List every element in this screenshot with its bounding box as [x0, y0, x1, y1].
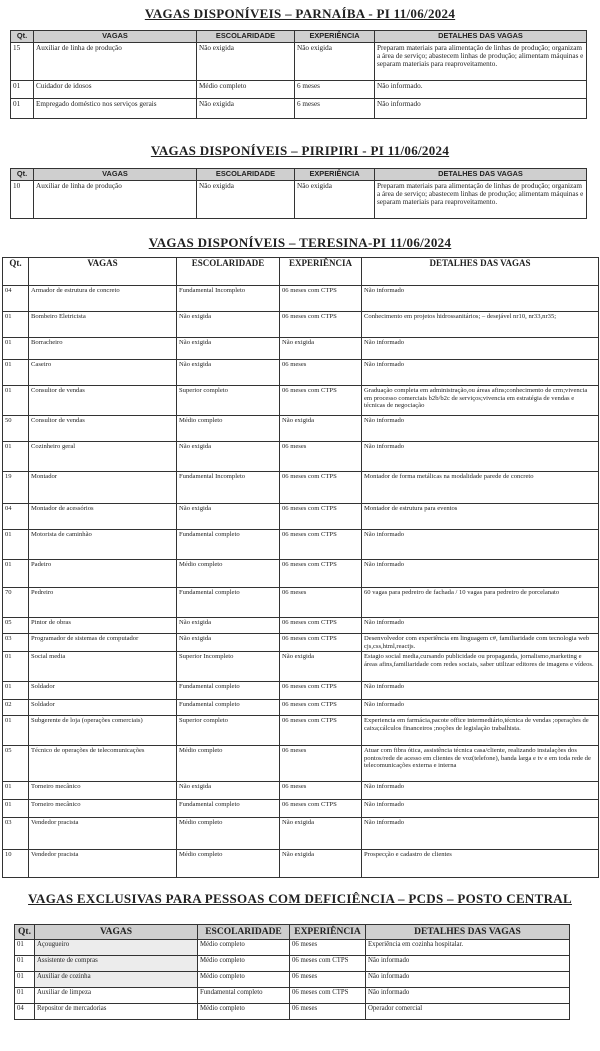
cell-vaga: Cozinheiro geral: [29, 442, 177, 472]
cell-qt: 70: [3, 588, 29, 618]
cell-qt: 01: [3, 338, 29, 360]
table-row: [3, 472, 599, 504]
cell-detalhes: Não informado: [362, 442, 599, 472]
table-row: [3, 530, 599, 560]
cell-escolaridade: Não exigida: [177, 634, 280, 652]
cell-experiencia: 06 meses com CTPS: [280, 618, 362, 634]
cell-vaga: Torneiro mecânico: [29, 800, 177, 818]
cell-escolaridade: Superior completo: [177, 716, 280, 746]
cell-escolaridade: Fundamental completo: [177, 588, 280, 618]
col-header-qt: Qt.: [11, 31, 34, 43]
cell-detalhes: Não informado: [366, 956, 570, 972]
cell-escolaridade: Médio completo: [177, 416, 280, 442]
cell-experiencia: Não exigida: [280, 338, 362, 360]
cell-vaga: Cuidador de idosos: [34, 81, 197, 99]
table-row: [3, 618, 599, 634]
cell-qt: 01: [3, 716, 29, 746]
section-title-parnaiba: VAGAS DISPONÍVEIS – PARNAÍBA - PI 11/06/2024: [144, 6, 456, 21]
cell-escolaridade: Não exigida: [177, 312, 280, 338]
cell-vaga: Vendedor pracista: [29, 850, 177, 878]
cell-detalhes: Não informado: [362, 560, 599, 588]
table-row: [11, 43, 587, 81]
cell-detalhes: Não informado: [362, 782, 599, 800]
cell-experiencia: 06 meses: [280, 746, 362, 782]
cell-qt: 01: [15, 956, 35, 972]
cell-vaga: Caseiro: [29, 360, 177, 386]
cell-vaga: Consultor de vendas: [29, 416, 177, 442]
table-pcd: [14, 924, 570, 1020]
table-header-row: [11, 31, 587, 43]
cell-detalhes: Estagio social media,cursando publicidade ou propaganda, jornalismo,marketing e áreas afins,familiaridade com redes sociais, saber utilizar editores de imagens e vídeos.: [362, 652, 599, 682]
cell-qt: 04: [3, 504, 29, 530]
cell-experiencia: 06 meses com CTPS: [280, 530, 362, 560]
cell-escolaridade: Superior completo: [177, 386, 280, 416]
cell-detalhes: Não informado: [362, 530, 599, 560]
cell-detalhes: Não informado: [362, 338, 599, 360]
cell-escolaridade: Fundamental completo: [177, 530, 280, 560]
cell-qt: 05: [3, 746, 29, 782]
table-row: [3, 800, 599, 818]
cell-experiencia: 06 meses: [280, 782, 362, 800]
cell-qt: 19: [3, 472, 29, 504]
cell-qt: 01: [15, 940, 35, 956]
col-header-escolaridade: ESCOLARIDADE: [198, 925, 290, 940]
cell-escolaridade: Não exigida: [177, 360, 280, 386]
cell-detalhes: 60 vagas para pedreiro de fachada / 10 vagas para pedreiro de porcelanato: [362, 588, 599, 618]
cell-vaga: Vendedor pracista: [29, 818, 177, 850]
cell-escolaridade: Médio completo: [177, 850, 280, 878]
cell-detalhes: Não informado: [375, 99, 587, 119]
col-header-escolaridade: ESCOLARIDADE: [177, 258, 280, 286]
cell-detalhes: Não informado: [362, 618, 599, 634]
cell-experiencia: 06 meses: [280, 360, 362, 386]
cell-vaga: Pintor de obras: [29, 618, 177, 634]
cell-qt: 05: [3, 618, 29, 634]
cell-escolaridade: Não exigida: [177, 618, 280, 634]
cell-qt: 01: [15, 972, 35, 988]
table-row: [3, 652, 599, 682]
cell-detalhes: Preparam materiais para alimentação de linhas de produção; organizam a área de serviço; abastecem linhas de produção; alimentam máquinas e separam materiais para reaproveitamento.: [375, 43, 587, 81]
section-title-piripiri: VAGAS DISPONÍVEIS – PIRIPIRI - PI 11/06/2024: [150, 143, 450, 158]
cell-qt: 01: [3, 530, 29, 560]
table-row: [15, 1004, 570, 1020]
table-row: [3, 560, 599, 588]
cell-escolaridade: Não exigida: [197, 99, 295, 119]
cell-qt: 01: [11, 99, 34, 119]
cell-experiencia: 06 meses com CTPS: [280, 312, 362, 338]
cell-vaga: Assistente de compras: [35, 956, 198, 972]
cell-experiencia: 6 meses: [295, 81, 375, 99]
cell-experiencia: Não exigida: [280, 652, 362, 682]
cell-vaga: Repositor de mercadorias: [35, 1004, 198, 1020]
cell-detalhes: Operador comercial: [366, 1004, 570, 1020]
table-row: [3, 716, 599, 746]
col-header-detalhes: DETALHES DAS VAGAS: [375, 169, 587, 181]
col-header-detalhes: DETALHES DAS VAGAS: [362, 258, 599, 286]
cell-escolaridade: Médio completo: [198, 956, 290, 972]
cell-escolaridade: Fundamental Incompleto: [177, 286, 280, 312]
col-header-escolaridade: ESCOLARIDADE: [197, 31, 295, 43]
cell-detalhes: Desenvolvedor com experiência em linguagem c#, familiaridade com tecnologia web cjs,css,html,reactjs.: [362, 634, 599, 652]
cell-escolaridade: Não exigida: [197, 43, 295, 81]
cell-escolaridade: Superior Incompleto: [177, 652, 280, 682]
cell-vaga: Montador de acessórios: [29, 504, 177, 530]
cell-vaga: Soldador: [29, 700, 177, 716]
table-row: [15, 956, 570, 972]
cell-qt: 04: [3, 286, 29, 312]
cell-vaga: Montador: [29, 472, 177, 504]
cell-experiencia: 06 meses: [290, 972, 366, 988]
cell-detalhes: Não informado: [362, 360, 599, 386]
cell-qt: 01: [3, 682, 29, 700]
col-header-escolaridade: ESCOLARIDADE: [197, 169, 295, 181]
cell-qt: 01: [3, 652, 29, 682]
cell-vaga: Social media: [29, 652, 177, 682]
table-row: [3, 386, 599, 416]
cell-qt: 01: [3, 782, 29, 800]
cell-experiencia: 06 meses: [290, 1004, 366, 1020]
table-row: [3, 700, 599, 716]
table-piripiri: [10, 168, 587, 219]
cell-experiencia: 06 meses com CTPS: [290, 988, 366, 1004]
cell-detalhes: Montador de forma metálicas na modalidade parede de concreto: [362, 472, 599, 504]
cell-detalhes: Experiência em cozinha hospitalar.: [366, 940, 570, 956]
cell-qt: 01: [11, 81, 34, 99]
cell-experiencia: 06 meses com CTPS: [280, 800, 362, 818]
col-header-qt: Qt.: [15, 925, 35, 940]
cell-detalhes: Não informado: [362, 682, 599, 700]
col-header-qt: Qt.: [11, 169, 34, 181]
cell-experiencia: Não exigida: [280, 416, 362, 442]
cell-experiencia: 06 meses: [280, 588, 362, 618]
table-row: [3, 850, 599, 878]
cell-experiencia: 06 meses com CTPS: [280, 634, 362, 652]
cell-detalhes: Conhecimento em projetos hidrossanitários; – desejável nr10, nr33,nr35;: [362, 312, 599, 338]
cell-experiencia: Não exigida: [295, 181, 375, 219]
cell-detalhes: Atuar com fibra ótica, assistência técnica casa/cliente, realizando instalações dos pontos/rede de acesso em clientes de voz(telefone), banda larga e tv e em toda rede de telecomunicações externa e interna: [362, 746, 599, 782]
col-header-qt: Qt.: [3, 258, 29, 286]
cell-experiencia: 06 meses com CTPS: [290, 956, 366, 972]
cell-qt: 01: [3, 800, 29, 818]
cell-detalhes: Prospecção e cadastro de clientes: [362, 850, 599, 878]
cell-qt: 01: [3, 442, 29, 472]
cell-detalhes: Preparam materiais para alimentação de linhas de produção; organizam a área de serviço; abastecem linhas de produção; alimentam máquinas e separam materiais para reaproveitamento.: [375, 181, 587, 219]
cell-vaga: Auxiliar de linha de produção: [34, 43, 197, 81]
table-row: [3, 312, 599, 338]
table-row: [3, 338, 599, 360]
cell-detalhes: Graduação completa em administração,ou áreas afins;conhecimento de crm;vivencia em processo comerciais b2b/b2c de serviços;vivencia em estratégia de vendas e técnicas de negociação: [362, 386, 599, 416]
cell-detalhes: Não informado: [366, 988, 570, 1004]
col-header-vagas: VAGAS: [34, 169, 197, 181]
cell-escolaridade: Fundamental completo: [177, 700, 280, 716]
table-parnaiba: [10, 30, 587, 119]
cell-vaga: Empregado doméstico nos serviços gerais: [34, 99, 197, 119]
cell-vaga: Bombeiro Eletricista: [29, 312, 177, 338]
cell-escolaridade: Médio completo: [177, 560, 280, 588]
table-row: [3, 588, 599, 618]
cell-qt: 50: [3, 416, 29, 442]
cell-experiencia: 06 meses com CTPS: [280, 286, 362, 312]
table-row: [3, 442, 599, 472]
col-header-vagas: VAGAS: [34, 31, 197, 43]
cell-vaga: Subgerente de loja (operações comerciais): [29, 716, 177, 746]
table-row: [15, 972, 570, 988]
cell-experiencia: 06 meses com CTPS: [280, 700, 362, 716]
cell-experiencia: 06 meses com CTPS: [280, 560, 362, 588]
table-row: [3, 746, 599, 782]
cell-escolaridade: Fundamental completo: [177, 800, 280, 818]
col-header-experiencia: EXPERIÊNCIA: [280, 258, 362, 286]
cell-qt: 03: [3, 818, 29, 850]
cell-escolaridade: Não exigida: [177, 338, 280, 360]
cell-vaga: Armador de estrutura de concreto: [29, 286, 177, 312]
col-header-vagas: VAGAS: [29, 258, 177, 286]
cell-detalhes: Experiencia em farmácia,pacote office intermediário,técnica de vendas ;operações de caixa;cálculos financeiros ;noções de legislação trabalhista.: [362, 716, 599, 746]
cell-vaga: Borracheiro: [29, 338, 177, 360]
cell-detalhes: Não informado.: [375, 81, 587, 99]
table-teresina: [2, 257, 599, 878]
table-row: [3, 634, 599, 652]
cell-experiencia: 06 meses: [280, 442, 362, 472]
cell-qt: 01: [3, 360, 29, 386]
table-header-row: [11, 169, 587, 181]
cell-experiencia: Não exigida: [280, 818, 362, 850]
cell-experiencia: 06 meses: [290, 940, 366, 956]
cell-escolaridade: Não exigida: [177, 782, 280, 800]
cell-escolaridade: Não exigida: [177, 442, 280, 472]
table-row: [11, 99, 587, 119]
cell-vaga: Padeiro: [29, 560, 177, 588]
col-header-experiencia: EXPERIÊNCIA: [290, 925, 366, 940]
cell-escolaridade: Não exigida: [197, 181, 295, 219]
cell-experiencia: 06 meses com CTPS: [280, 682, 362, 700]
col-header-vagas: VAGAS: [35, 925, 198, 940]
cell-vaga: Consultor de vendas: [29, 386, 177, 416]
cell-qt: 02: [3, 700, 29, 716]
cell-escolaridade: Não exigida: [177, 504, 280, 530]
cell-escolaridade: Médio completo: [177, 818, 280, 850]
cell-experiencia: Não exigida: [280, 850, 362, 878]
cell-escolaridade: Médio completo: [197, 81, 295, 99]
cell-qt: 10: [3, 850, 29, 878]
cell-vaga: Auxiliar de cozinha: [35, 972, 198, 988]
cell-qt: 01: [3, 560, 29, 588]
table-row: [11, 181, 587, 219]
cell-vaga: Auxiliar de limpeza: [35, 988, 198, 1004]
table-header-row: [15, 925, 570, 940]
col-header-detalhes: DETALHES DAS VAGAS: [375, 31, 587, 43]
table-row: [15, 940, 570, 956]
cell-qt: 03: [3, 634, 29, 652]
cell-detalhes: Não informado: [362, 818, 599, 850]
cell-detalhes: Não informado: [362, 800, 599, 818]
table-row: [3, 504, 599, 530]
cell-escolaridade: Médio completo: [198, 940, 290, 956]
cell-vaga: Soldador: [29, 682, 177, 700]
cell-detalhes: Não informado: [366, 972, 570, 988]
table-row: [3, 782, 599, 800]
col-header-experiencia: EXPERIÊNCIA: [295, 169, 375, 181]
cell-escolaridade: Médio completo: [198, 1004, 290, 1020]
col-header-experiencia: EXPERIÊNCIA: [295, 31, 375, 43]
table-row: [3, 416, 599, 442]
cell-vaga: Açougueiro: [35, 940, 198, 956]
cell-escolaridade: Fundamental completo: [177, 682, 280, 700]
cell-detalhes: Não informado: [362, 286, 599, 312]
cell-vaga: Técnico de operações de telecomunicações: [29, 746, 177, 782]
cell-qt: 15: [11, 43, 34, 81]
cell-experiencia: Não exigida: [295, 43, 375, 81]
cell-qt: 01: [3, 386, 29, 416]
table-row: [3, 818, 599, 850]
table-row: [11, 81, 587, 99]
cell-experiencia: 6 meses: [295, 99, 375, 119]
cell-vaga: Auxiliar de linha de produção: [34, 181, 197, 219]
cell-vaga: Torneiro mecânico: [29, 782, 177, 800]
cell-vaga: Motorista de caminhão: [29, 530, 177, 560]
cell-escolaridade: Fundamental Incompleto: [177, 472, 280, 504]
cell-qt: 01: [3, 312, 29, 338]
cell-escolaridade: Médio completo: [198, 972, 290, 988]
cell-qt: 10: [11, 181, 34, 219]
cell-detalhes: Montador de estrutura para eventos: [362, 504, 599, 530]
table-row: [3, 360, 599, 386]
table-row: [3, 682, 599, 700]
cell-experiencia: 06 meses com CTPS: [280, 386, 362, 416]
table-row: [15, 988, 570, 1004]
section-title-teresina: VAGAS DISPONÍVEIS – TERESINA-PI 11/06/2024: [148, 235, 452, 250]
cell-vaga: Programador de sistemas de computador: [29, 634, 177, 652]
table-header-row: [3, 258, 599, 286]
cell-escolaridade: Fundamental completo: [198, 988, 290, 1004]
cell-vaga: Pedreiro: [29, 588, 177, 618]
col-header-detalhes: DETALHES DAS VAGAS: [366, 925, 570, 940]
cell-detalhes: Não informado: [362, 700, 599, 716]
cell-experiencia: 06 meses com CTPS: [280, 716, 362, 746]
cell-qt: 01: [15, 988, 35, 1004]
cell-experiencia: 06 meses com CTPS: [280, 472, 362, 504]
cell-qt: 04: [15, 1004, 35, 1020]
cell-detalhes: Não informado: [362, 416, 599, 442]
table-row: [3, 286, 599, 312]
cell-experiencia: 06 meses com CTPS: [280, 504, 362, 530]
cell-escolaridade: Médio completo: [177, 746, 280, 782]
section-title-pcd: VAGAS EXCLUSIVAS PARA PESSOAS COM DEFICIÊNCIA – PCDS – POSTO CENTRAL: [28, 891, 572, 906]
